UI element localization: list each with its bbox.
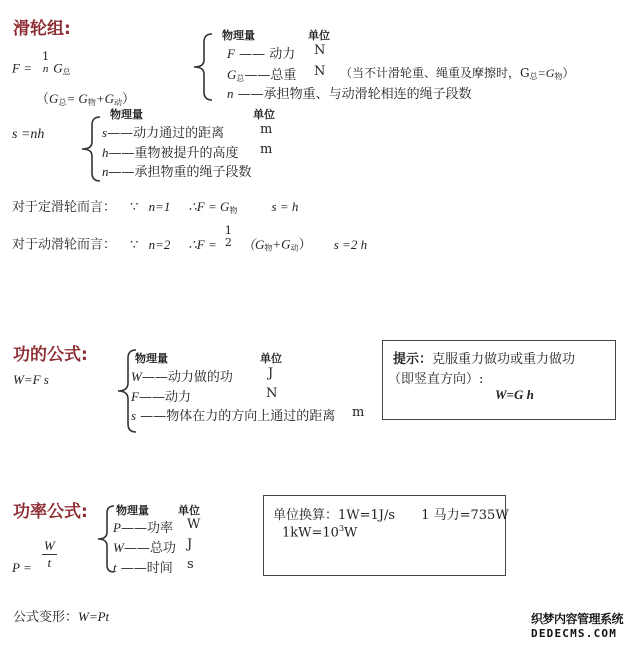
power-unit-P: W [187,517,201,532]
left-brace-icon [80,115,102,183]
work-header-unit: 单位 [260,352,282,365]
table1-note: （当不计滑轮重、绳重及摩擦时，$G_总=G_物$） [340,66,575,81]
table1-header-unit: 单位 [308,29,330,42]
units-line1: 单位换算：1W=1J/s 1 马力=735W [273,508,509,523]
watermark-line2: DEDECMS.COM [531,627,618,640]
work-row-F: F——动力 [131,389,191,405]
power-unit-W: J [187,537,193,552]
hint-formula: W=G h [495,387,534,402]
power-header-quantity: 物理量 [116,504,149,517]
table2-header-unit: 单位 [253,108,275,121]
table1-unit-G: N [314,64,326,79]
power-row-W: W——总功 [113,540,176,556]
table2-unit-s: m [260,122,273,137]
power-unit-t: s [187,557,194,572]
work-unit-F: N [266,386,278,401]
table2-row-h: h——重物被提升的高度 [102,145,239,161]
work-row-W: W——动力做的功 [131,369,233,385]
table1-row-n: n ——承担物重、与动滑轮相连的绳子段数 [227,86,472,102]
work-row-s: s ——物体在力的方向上通过的距离 [131,408,336,424]
work-unit-W: J [268,366,274,381]
left-brace-icon [192,32,214,102]
table2-unit-h: m [260,142,273,157]
power-header-unit: 单位 [178,504,200,517]
movable-pulley-line: 对于动滑轮而言： ∵ n=2 ∴F = 1 2 $(G_物+G_动)$ s =2 h [12,224,368,253]
formula-transform: 公式变形：W=Pt [13,609,110,625]
table1-unit-F: N [314,43,326,58]
watermark-line1: 织梦内容管理系统 [531,612,624,626]
work-unit-s: m [352,405,365,420]
table2-row-s: s——动力通过的距离 [102,125,225,141]
table1-header-quantity: 物理量 [222,29,255,42]
fixed-pulley-line: 对于定滑轮而言： ∵ n=1 ∴F = $G_物$ s = h [12,199,299,215]
units-box [263,495,509,576]
fraction: $\frac{W}{t}$ [43,538,55,570]
table1-row-F: F —— 动力 [227,46,296,62]
formula-total-weight: $(G_总= G_物+G_动)$ [36,91,136,107]
work-header-quantity: 物理量 [135,352,168,365]
hint-line2: （即竖直方向）: [388,372,484,387]
table2-row-n: n——承担物重的绳子段数 [102,164,252,180]
section-title-power: 功率公式: [13,502,88,522]
power-row-P: P——功率 [113,520,173,536]
table1-row-G: $G_总——$总重 [227,67,297,83]
hint-text: 提示：克服重力做功或重力做功 [393,352,576,367]
table2-header-quantity: 物理量 [110,108,143,121]
hint-box [382,340,616,420]
fraction: 1 n [42,50,50,75]
fraction: 1 2 [224,224,232,249]
section-title-pulley: 滑轮组: [13,19,71,39]
formula-pulley-force: F = 1 n $G_总$ [12,50,71,77]
formula-work: W=F s [13,372,49,387]
units-line2: $1kW=10^3W$ [282,524,358,541]
section-title-work: 功的公式: [13,345,88,365]
power-row-t: t ——时间 [113,560,173,576]
formula-distance: s =nh [12,127,45,142]
formula-power: P = $\frac{W}{t}$ [12,538,55,575]
